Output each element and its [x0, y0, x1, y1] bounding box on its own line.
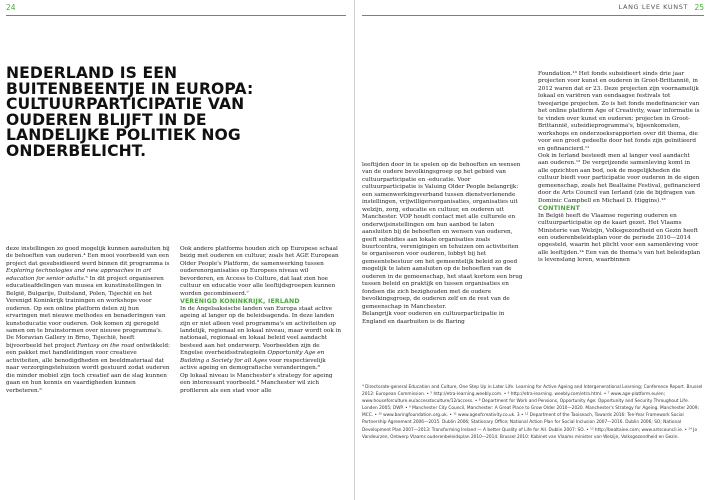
column-4	[538, 71, 702, 265]
project-title: Fantasy on the road	[76, 342, 135, 349]
left-page-number: 24	[6, 3, 16, 12]
section-subhead-continent: CONTINENT	[538, 205, 581, 213]
column-4-paragraph: In België heeft de Vlaamse regering ouderen en cultuurparticipatie op de kaart gezet. Het Vlaams Ministerie van Welzijn, Volksgezondheid en Gezin heeft een ouderenbeleidsplan voor de periode 2010—2014 opgesteld, waarin het plicht voor een samenleving voor alle leeftijden.¹⁴ Een van de thema's van het beleidsplan is levenslang leren, waarbinnen	[538, 212, 701, 264]
left-top-rule	[6, 15, 346, 16]
column-2	[180, 246, 344, 395]
column-1-paragraph: deze instellingen zo goed mogelijk kunnen aansluiten bij de behoeften van ouderen.⁴ Een mooi voorbeeld van een project dat gesubsidieerd werd binnen dit programma is Exploring technologies and new approaches in art education for senior adults.⁵ In dit project organiseren educatieafdelingen van musea en kunstinstellingen in België, Bulgarije, Duitsland, Polen, Tsjechië en het Verenigd Koninkrijk trainingen en workshops voor ouderen. Op een online platform delen zij hun ervaringen met nieuwe methodes en benaderingen van kunsteducatie voor ouderen. Ook komen zij geregeld samen om te brainstormen over nieuwe programma's. De Moravian Gallery in Brno, Tsjechië, heeft bijvoorbeeld het project Fantasy on the road ontwikkeld: een pakket met handleidingen voor creatieve activiteiten, alle benodigdheden en beeldmateriaal dat naar verzorgingstehuizen wordt gestuurd zodat ouderen die minder mobiel zijn toch creatief aan de slag kunnen gaan en hun kennis en vaardigheden kunnen verbeteren.⁶	[6, 246, 170, 394]
footnotes	[362, 384, 704, 441]
column-2-paragraph: Op lokaal niveau is Manchester's strategy for ageing een interessant voorbeeld.⁹ Manchester wil zich profileren als een stad voor alle	[180, 372, 333, 394]
column-2-paragraph: In de Angelsaksische landen van Europa staat active ageing al langer op de beleidsagenda. In deze landen zijn er niet alleen veel programma's en activiteiten op landelijk, regionaal en lokaal niveau, maar wordt ook in nationaal, regionaal en lokaal beleid veel aandacht besteed aan het onderwerp. Voorbeelden zijn de Engelse overheidsstrategieën Opportunity Age en Building a Society for all Ages voor respectievelijk active ageing en demografische veranderingen.⁸	[180, 305, 342, 372]
column-3	[362, 162, 524, 326]
right-page-number: 25	[694, 3, 704, 12]
column-3-paragraph: Belangrijk voor ouderen en cultuurparticipatie in England en daarbuiten is de Baring	[362, 311, 505, 325]
section-subhead-uk-ireland: VERENIGD KONINKRIJK, IERLAND	[180, 298, 300, 306]
project-title: Exploring technologies and new approaches in art education for senior adults	[6, 268, 152, 282]
column-3-paragraph: leeftijden door in te spelen op de behoeften en wensen van de oudere bevolkingsgroep op het gebied van cultuurparticipatie en -educatie. Voor cultuurparticipatie is Valuing Older People belangrijk: een samenwerkingsverband tussen dienstverlenende instellingen, vrijwilligersorganisaties, organisaties uit welzijn, zorg, educatie en cultuur, en ouderen uit Manchester. VOP houdt contact met alle culturele en onderwijsinstellingen om hun aanbod te laten aansluiten bij de behoeften en wensen van ouderen, geeft subsidies aan lokale organisaties zoals buurtcentra, verenigingen en tehuizen om activiteiten te organiseren voor ouderen, lobbyt bij het gemeentebestuur om het gemeentelijk beleid zo goed mogelijk te laten aansluiten op de behoeften van de ouderen in de gemeenschap, het staat kortom een brug tussen beleid en praktijk en tussen organisaties en fondsen die zich bezighouden met de oudere bevolkingsgroep, de ouderen zelf en de rest van de gemeenschap in Manchester.	[362, 162, 523, 310]
column-4-paragraph: Ook in Ierland besteedt men al langer veel aandacht aan ouderen.¹² De vergrijzende samenleving komt in alle opzichten aan bod, ook de mogelijkheden die cultuur biedt voor participatie voor ouderen in de eigen gemeenschap, zoals het Bealtaine Festival, gefinancierd door de Arts Council van Ierland (zie de bijdragen van Dominic Campbell en Michael D. Higgins).¹³	[538, 152, 701, 204]
column-1	[6, 246, 170, 395]
right-top-rule	[362, 15, 704, 16]
headline: NEDERLAND IS EEN BUITENBEENTJE IN EUROPA: CULTUURPARTICIPATIE VAN OUDEREN BLIJFT IN DE LANDELIJKE POLITIEK NOG ONDERBELICHT.	[6, 64, 254, 160]
running-head: LANG LEVE KUNST	[618, 3, 688, 11]
column-4-paragraph: Foundation.¹⁰ Het fonds subsidieert sinds drie jaar projecten voor kunst en ouderen in Groot-Brittannië, in 2012 waren dat er 23. Deze projecten zijn voornamelijk lokaal en variëren van eendaagse festivals tot tweejarige projecten. Zo is het fonds medefinancier van het online platform Age of Creativity, waar informatie is te vinden over kunst en ouderen: projecten in Groot-Brittannië, subsidieprogramma's, bijeenkomsten, workshops en onderzoeksrapporten over dit thema, die voor een groot gedeelte door het fonds zijn geïnitieerd en gefinancierd.¹¹	[538, 71, 700, 152]
strategy-title: Opportunity Age en Building a Society for all Ages	[180, 350, 325, 364]
column-2-paragraph: Ook andere platforms houden zich op Europese schaal bezig met ouderen en cultuur, zoals het AGE European Older People's Platform, de samenwerking tussen ouderenorganisaties op Europees niveau wil bevorderen, en Access to Culture, dat laat zien hoe cultuur en educatie voor alle leeftijdsgroepen kunnen worden gecombineerd.⁷	[180, 246, 339, 297]
page-gutter	[354, 0, 355, 500]
footnotes-text: ⁴ Directorate-general Education and Culture, One Step Up in Later Life. Learning for Active Ageing and Intergenerational Learning; Conference Report. Brussel 2012: European Commission. • ⁵ http://etra-learning.weebly.com. • ⁶ http://etra-learning. weebly.com/etra.html. • ⁷ www.age-platform.eu/en; www.houseforculture.eu/accesstoculture/12/access. • ⁸ Department for Work and Pensions, Opportunity Age: Opportunity and Security Throughout Life. Londen 2005; DWP. • ⁹ Manchester City Council, Manchester: A Great Place to Grow Older 2010—2020. Manchester's Strategy for Ageing. Manchester 2009; MCC. • ¹⁰ www.baringfoundation.org.uk. • ¹¹ www.ageofcreativity.co.uk. 3 • ¹² Department of the Taoiseach, Towards 2016: Ten-Year Framework Social Partnership Agreement 2006—2015. Dublin 2006; Stationary Office; National Action Plan for Social Inclusion 2007—2016. Dublin 2006; SO; National Development Plan 2007—2013: Transforming Ireland — A better Quality of Life for All. Dublin 2007: SO. • ¹³ http://bealtaine.com; www.artscouncil.ie. • ¹⁴ Jo Vandeurzen, Ontwerp Vlaams ouderenbeleidsplan 2010—2014. Brussel 2010: Kabinet van Vlaams minister van Welzijn, Volksgezondheid en Gezin.	[362, 385, 703, 440]
